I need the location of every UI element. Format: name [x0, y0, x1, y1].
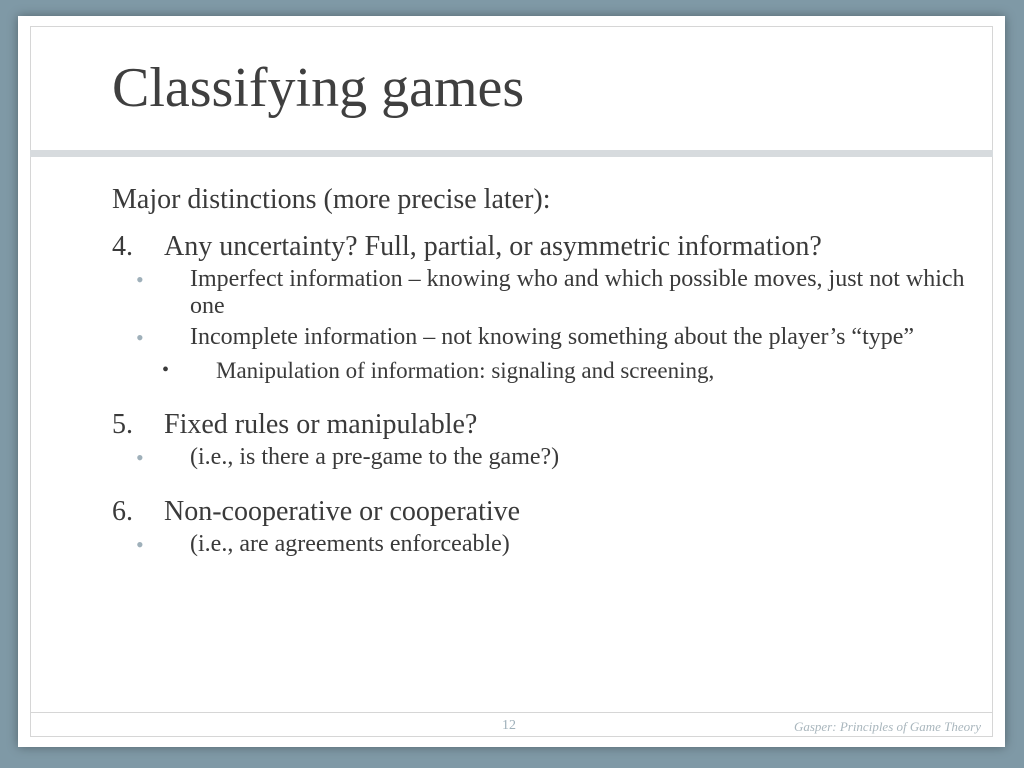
bullet-item [112, 324, 972, 351]
item-number: 5. [112, 409, 133, 440]
bullet-icon: • [162, 359, 170, 381]
item-text: Any uncertainty? Full, partial, or asymmetric information? [164, 231, 822, 262]
bullet-item [112, 444, 972, 471]
list-item-6 [112, 497, 972, 527]
bullet-item [112, 266, 972, 320]
item-number: 6. [112, 496, 133, 527]
list-item-4 [112, 232, 972, 262]
bullet-text: (i.e., is there a pre-game to the game?) [190, 444, 560, 470]
item-number: 4. [112, 231, 133, 262]
item-text: Fixed rules or manipulable? [164, 409, 478, 440]
slide-content [112, 184, 972, 558]
slide [18, 16, 1005, 747]
list-item-5 [112, 410, 972, 440]
bullet-icon: • [136, 325, 144, 350]
bullet-text: Incomplete information – not knowing something about the player’s “type” [190, 324, 915, 350]
item-text: Non-cooperative or cooperative [164, 496, 521, 527]
bullet-text: (i.e., are agreements enforceable) [190, 531, 510, 557]
footer-text: Gasper: Principles of Game Theory [793, 719, 981, 734]
slide-title: Classifying games [112, 57, 525, 119]
bullet-icon: • [136, 267, 144, 292]
sub-bullet-text: Manipulation of information: signaling and screening, [216, 358, 715, 383]
page-number: 12 [502, 718, 516, 733]
bullet-icon: • [136, 532, 144, 557]
bullet-item [112, 531, 972, 558]
title-divider [30, 150, 993, 157]
bullet-text: Imperfect information – knowing who and which possible moves, just not which one [190, 266, 965, 319]
sub-bullet-item [112, 357, 972, 384]
bullet-icon: • [136, 445, 144, 470]
intro-text: Major distinctions (more precise later): [112, 184, 551, 215]
footer-divider [30, 712, 993, 713]
